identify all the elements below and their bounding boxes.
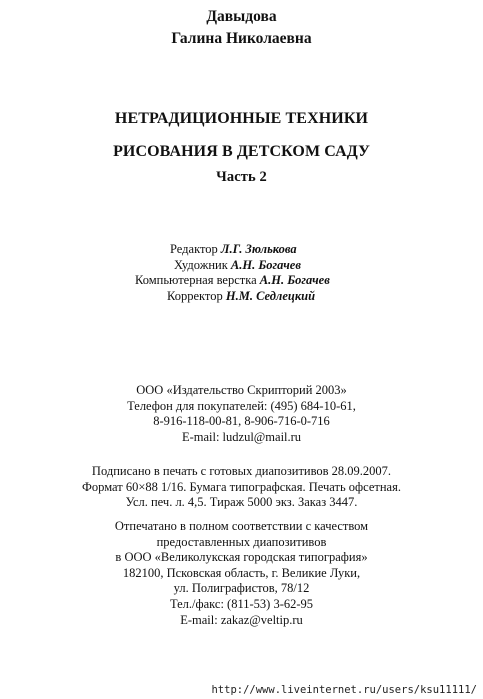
credit-row (167, 289, 330, 305)
publisher-block (0, 383, 483, 445)
printer-line: E-mail: zakaz@veltip.ru (180, 612, 303, 627)
printer-line: Отпечатано в полном соответствии с качеством (114, 519, 369, 533)
title-part: Часть 2 (216, 169, 267, 185)
title-line-1: НЕТРАДИЦИОННЫЕ ТЕХНИКИ (114, 110, 369, 127)
printer-line: 182100, Псковская область, г. Великие Луки, (122, 565, 361, 580)
credit-name: А.Н. Богачев (230, 257, 301, 272)
credit-role: Корректор (167, 288, 223, 303)
author-surname: Давыдова (206, 8, 277, 25)
credit-role: Художник (174, 257, 228, 272)
publisher-line: Телефон для покупателей: (495) 684-10-61, (127, 398, 356, 413)
print-info-line: Усл. печ. л. 4,5. Тираж 5000 экз. Заказ 3447. (125, 495, 358, 510)
credit-role: Компьютерная верстка (135, 273, 257, 287)
credit-row (170, 242, 330, 258)
title-line-2: РИСОВАНИЯ В ДЕТСКОМ САДУ (113, 143, 370, 160)
printer-line: в ООО «Великолукская городская типография» (115, 550, 368, 565)
printer-line: Тел./факс: (811-53) 3-62-95 (169, 596, 314, 611)
printer-line: предоставленных диапозитивов (156, 534, 327, 549)
credit-row (174, 258, 330, 274)
credit-role: Редактор (170, 242, 218, 256)
credit-name: Л.Г. Зюлькова (220, 242, 297, 256)
publisher-line: E-mail: ludzul@mail.ru (181, 429, 302, 444)
credit-row (135, 273, 330, 289)
print-info-line: Подписано в печать с готовых диапозитивов 28.09.2007. (91, 464, 392, 478)
printer-line: ул. Полиграфистов, 78/12 (173, 581, 310, 596)
printer-block (0, 519, 483, 628)
credit-name: Н.М. Седлецкий (225, 288, 316, 303)
source-watermark: http://www.liveinternet.ru/users/ksu11111/ (211, 684, 477, 696)
print-info-line: Формат 60×88 1/16. Бумага типографская. Печать офсетная. (82, 479, 401, 494)
credits-list (135, 242, 330, 304)
credit-name: А.Н. Богачев (259, 273, 330, 287)
author-given-names: Галина Николаевна (171, 30, 312, 47)
print-info-block (0, 464, 483, 511)
publisher-line: 8-916-118-00-81, 8-906-716-0-716 (153, 414, 330, 429)
publisher-line: ООО «Издательство Скрипторий 2003» (136, 383, 347, 397)
